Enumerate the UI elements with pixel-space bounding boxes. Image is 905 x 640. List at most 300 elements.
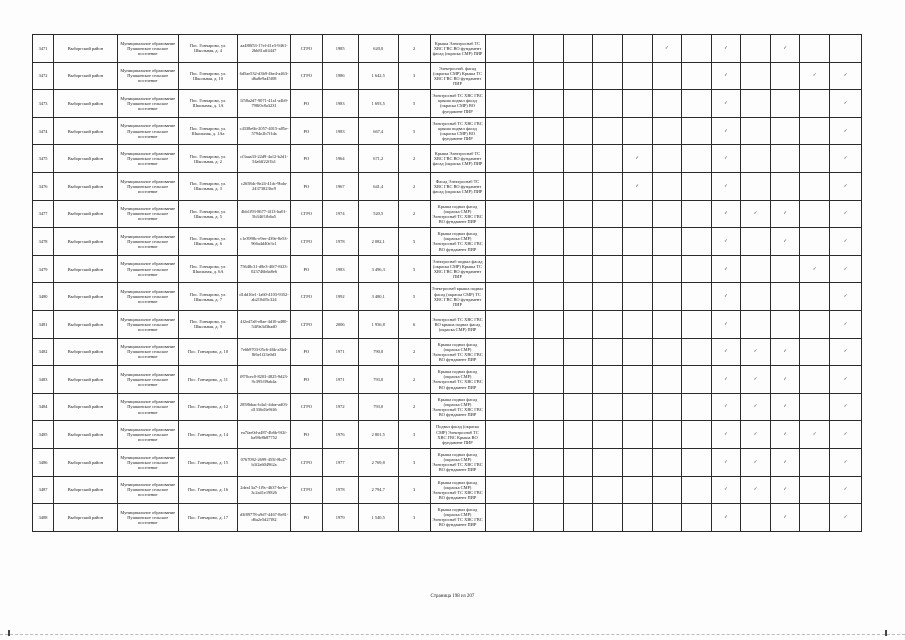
checkmark-cell	[741, 338, 771, 366]
area-cell: 520,5	[358, 200, 398, 228]
checkmark-cell	[830, 200, 862, 228]
account-type-cell: РО	[290, 145, 322, 173]
floors-cell: 2	[398, 145, 430, 173]
works-cell: Электроснаб подвал фасад (окраска СМР) Крыша ТС ХВС ГВС ВО фундамент ПИР	[430, 255, 485, 283]
checkmark-cell	[622, 393, 652, 421]
floors-cell: 3	[398, 62, 430, 90]
checkmark-cell	[563, 393, 593, 421]
checkmark-icon: ✓	[843, 266, 848, 272]
checkmark-icon: ✓	[843, 211, 848, 217]
checkmark-cell	[682, 310, 712, 338]
checkmark-icon: ✓	[843, 487, 848, 493]
checkmark-cell	[563, 145, 593, 173]
checkmark-cell	[622, 200, 652, 228]
account-type-cell: РО	[290, 366, 322, 394]
municipality-cell: Муниципальное образование Пушкинское сельское поселение	[117, 228, 178, 256]
checkmark-cell	[800, 504, 830, 532]
fias-code-cell: 6d5ae532-d3b9-4be4-a463-d6a8e9a45f08	[238, 62, 291, 90]
checkmark-cell	[770, 393, 800, 421]
checkmark-cell	[682, 145, 712, 173]
checkmark-cell	[593, 283, 623, 311]
address-cell: Пос. Гончарово, ул. Школьная, д. 2	[178, 145, 237, 173]
checkmark-cell	[534, 90, 564, 118]
blank-cell	[485, 476, 534, 504]
year-cell: 2006	[322, 310, 358, 338]
checkmark-cell	[711, 145, 741, 173]
checkmark-cell	[652, 62, 682, 90]
checkmark-cell	[534, 145, 564, 173]
area-cell: 641,4	[358, 172, 398, 200]
housing-register-table	[32, 34, 862, 532]
checkmark-cell	[563, 338, 593, 366]
checkmark-icon: ✓	[812, 432, 817, 438]
checkmark-cell	[622, 90, 652, 118]
district-cell: Выборгский район	[54, 338, 117, 366]
address-cell: Пос. Гончарово, д. 16	[178, 476, 237, 504]
checkmark-icon: ✓	[783, 238, 788, 244]
fias-code-cell: ea7fae0d-a487-4b6b-9f2f-ba98e8b87752	[238, 421, 291, 449]
blank-cell	[485, 172, 534, 200]
year-cell: 1964	[322, 145, 358, 173]
checkmark-cell	[830, 172, 862, 200]
checkmark-cell	[711, 228, 741, 256]
checkmark-icon: ✓	[783, 376, 788, 382]
checkmark-cell	[830, 338, 862, 366]
checkmark-cell	[800, 90, 830, 118]
municipality-cell: Муниципальное образование Пушкинское сельское поселение	[117, 90, 178, 118]
checkmark-icon: ✓	[753, 432, 758, 438]
table-row	[33, 90, 862, 118]
account-type-cell: СГРО	[290, 393, 322, 421]
table-row	[33, 283, 862, 311]
blank-cell	[485, 448, 534, 476]
checkmark-cell	[593, 228, 623, 256]
row-number: 3488	[33, 504, 54, 532]
checkmark-icon: ✓	[843, 432, 848, 438]
blank-cell	[485, 338, 534, 366]
checkmark-cell	[622, 145, 652, 173]
checkmark-cell	[622, 476, 652, 504]
year-cell: 1967	[322, 172, 358, 200]
account-type-cell: РО	[290, 90, 322, 118]
row-number: 3485	[33, 421, 54, 449]
address-cell: Пос. Гончарово, ул. Школьная, д. 6	[178, 228, 237, 256]
page-number: Страница 198 из 207	[430, 594, 475, 599]
checkmark-cell	[800, 476, 830, 504]
checkmark-icon: ✓	[724, 321, 728, 327]
checkmark-cell	[830, 366, 862, 394]
account-type-cell: СГРО	[290, 283, 322, 311]
checkmark-cell	[800, 310, 830, 338]
checkmark-icon: ✓	[843, 183, 848, 189]
checkmark-cell	[711, 62, 741, 90]
year-cell: 1992	[322, 283, 358, 311]
checkmark-icon: ✓	[843, 404, 848, 410]
checkmark-icon: ✓	[724, 404, 728, 410]
table-row	[33, 172, 862, 200]
checkmark-cell	[622, 172, 652, 200]
checkmark-icon: ✓	[664, 45, 669, 51]
checkmark-icon: ✓	[724, 266, 728, 272]
district-cell: Выборгский район	[54, 90, 117, 118]
district-cell: Выборгский район	[54, 504, 117, 532]
checkmark-cell	[534, 310, 564, 338]
checkmark-cell	[682, 90, 712, 118]
account-type-cell: РО	[290, 255, 322, 283]
checkmark-icon: ✓	[843, 514, 848, 520]
area-cell: 620,0	[358, 35, 398, 63]
checkmark-cell	[682, 200, 712, 228]
checkmark-cell	[741, 62, 771, 90]
address-cell: Пос. Гончарово, ул. Школьная, д. 7	[178, 283, 237, 311]
works-cell: Фасад Электроснаб ТС ХВС ГВС ВО фундамент фасад (окраска СМР) ПИР	[430, 172, 485, 200]
municipality-cell: Муниципальное образование Пушкинское сельское поселение	[117, 421, 178, 449]
scan-tick	[8, 630, 10, 636]
municipality-cell: Муниципальное образование Пушкинское сельское поселение	[117, 62, 178, 90]
fias-code-cell: c4338e6b-2057-4015-a85e-5794e2b7f1da	[238, 117, 291, 145]
table-body	[33, 35, 862, 532]
checkmark-cell	[652, 366, 682, 394]
floors-cell: 6	[398, 310, 430, 338]
floors-cell: 5	[398, 255, 430, 283]
checkmark-icon: ✓	[724, 376, 728, 382]
table-row	[33, 366, 862, 394]
checkmark-cell	[800, 228, 830, 256]
fias-code-cell: 0767092-2699-455f-8b47-b3f2a604962a	[238, 448, 291, 476]
checkmark-cell	[563, 476, 593, 504]
table-row	[33, 421, 862, 449]
checkmark-cell	[534, 200, 564, 228]
checkmark-cell	[563, 90, 593, 118]
row-number: 3471	[33, 35, 54, 63]
municipality-cell: Муниципальное образование Пушкинское сельское поселение	[117, 255, 178, 283]
checkmark-icon: ✓	[783, 514, 788, 520]
checkmark-cell	[830, 476, 862, 504]
year-cell: 1985	[322, 35, 358, 63]
checkmark-cell	[652, 476, 682, 504]
area-cell: 1 540,5	[358, 504, 398, 532]
checkmark-cell	[652, 283, 682, 311]
table-row	[33, 228, 862, 256]
year-cell: 1983	[322, 117, 358, 145]
area-cell: 3 480,1	[358, 283, 398, 311]
account-type-cell: СГРО	[290, 35, 322, 63]
account-type-cell: СГРО	[290, 228, 322, 256]
checkmark-cell	[711, 393, 741, 421]
district-cell: Выборгский район	[54, 366, 117, 394]
checkmark-cell	[652, 448, 682, 476]
row-number: 3478	[33, 228, 54, 256]
works-cell: Электроснаб ТС ХВС ГВС ВО крыша подвал фасад (окраска СМР) ПИР	[430, 310, 485, 338]
checkmark-cell	[622, 62, 652, 90]
checkmark-cell	[830, 448, 862, 476]
checkmark-cell	[800, 172, 830, 200]
checkmark-cell	[800, 117, 830, 145]
address-cell: Пос. Гончарово, ул. Школьная, д. 5	[178, 200, 237, 228]
checkmark-cell	[830, 421, 862, 449]
checkmark-cell	[622, 504, 652, 532]
checkmark-icon: ✓	[635, 183, 640, 189]
area-cell: 2 794,7	[358, 476, 398, 504]
checkmark-cell	[563, 283, 593, 311]
checkmark-cell	[652, 145, 682, 173]
address-cell: Пос. Гончарово, д. 14	[178, 421, 237, 449]
fias-code-cell: 2858bbac-b4a1-4dae-ad03-d1336d3e9f46	[238, 393, 291, 421]
floors-cell: 5	[398, 117, 430, 145]
checkmark-cell	[593, 421, 623, 449]
district-cell: Выборгский район	[54, 421, 117, 449]
year-cell: 1971	[322, 338, 358, 366]
checkmark-cell	[770, 448, 800, 476]
checkmark-cell	[534, 62, 564, 90]
district-cell: Выборгский район	[54, 393, 117, 421]
year-cell: 1978	[322, 228, 358, 256]
checkmark-icon: ✓	[783, 432, 788, 438]
area-cell: 667,4	[358, 117, 398, 145]
district-cell: Выборгский район	[54, 310, 117, 338]
checkmark-cell	[593, 255, 623, 283]
fias-code-cell: 4f2ed7a8-e8ae-4d10-a480-54f9a3d3bad0	[238, 310, 291, 338]
works-cell: Крыша подвал фасад (окраска СМР) Электроснаб ТС ХВС ГВС ВО фундамент ПИР	[430, 448, 485, 476]
checkmark-cell	[534, 421, 564, 449]
row-number: 3486	[33, 448, 54, 476]
checkmark-cell	[593, 448, 623, 476]
checkmark-icon: ✓	[753, 404, 758, 410]
blank-cell	[485, 35, 534, 63]
checkmark-icon: ✓	[724, 432, 728, 438]
scan-tick	[885, 630, 887, 636]
year-cell: 1974	[322, 200, 358, 228]
floors-cell: 3	[398, 448, 430, 476]
row-number: 3472	[33, 62, 54, 90]
checkmark-cell	[563, 421, 593, 449]
checkmark-cell	[682, 504, 712, 532]
table-row	[33, 255, 862, 283]
checkmark-cell	[593, 200, 623, 228]
checkmark-cell	[770, 35, 800, 63]
checkmark-cell	[593, 393, 623, 421]
checkmark-cell	[534, 283, 564, 311]
checkmark-cell	[563, 448, 593, 476]
checkmark-cell	[741, 255, 771, 283]
checkmark-cell	[770, 255, 800, 283]
checkmark-cell	[652, 200, 682, 228]
checkmark-icon: ✓	[724, 211, 728, 217]
table-row	[33, 310, 862, 338]
fias-code-cell: 2dea13a7-1f9c-4637-be3e-3c2a41e19826	[238, 476, 291, 504]
address-cell: Пос. Гончарово, д. 15	[178, 448, 237, 476]
area-cell: 1 693,5	[358, 90, 398, 118]
works-cell: Крыша подвал фасад (окраска СМР) Электроснаб ТС ХВС ГВС ВО фундамент ПИР	[430, 366, 485, 394]
address-cell: Пос. Гончарово, д. 17	[178, 504, 237, 532]
checkmark-icon: ✓	[812, 266, 817, 272]
checkmark-icon: ✓	[753, 487, 758, 493]
blank-cell	[485, 393, 534, 421]
checkmark-cell	[741, 366, 771, 394]
checkmark-cell	[741, 117, 771, 145]
checkmark-cell	[830, 283, 862, 311]
blank-cell	[485, 200, 534, 228]
address-cell: Пос. Гончарово, ул. Школьная, д. 9	[178, 310, 237, 338]
fias-code-cell: d1dd16e1-1a60-4103-9352-ab210df5c324	[238, 283, 291, 311]
district-cell: Выборгский район	[54, 35, 117, 63]
fias-code-cell: c1e3998c-e9ee-439e-8e53-966a4d40e3c1	[238, 228, 291, 256]
checkmark-cell	[711, 172, 741, 200]
municipality-cell: Муниципальное образование Пушкинское сельское поселение	[117, 283, 178, 311]
checkmark-cell	[682, 35, 712, 63]
floors-cell: 2	[398, 172, 430, 200]
checkmark-cell	[622, 338, 652, 366]
municipality-cell: Муниципальное образование Пушкинское сельское поселение	[117, 393, 178, 421]
checkmark-cell	[711, 338, 741, 366]
checkmark-icon: ✓	[783, 211, 788, 217]
checkmark-icon: ✓	[812, 73, 817, 79]
address-cell: Пос. Гончарово, д. 11	[178, 366, 237, 394]
checkmark-icon: ✓	[724, 487, 728, 493]
checkmark-cell	[652, 117, 682, 145]
checkmark-cell	[741, 200, 771, 228]
checkmark-icon: ✓	[724, 128, 728, 134]
checkmark-cell	[593, 90, 623, 118]
checkmark-cell	[682, 448, 712, 476]
checkmark-cell	[534, 448, 564, 476]
checkmark-cell	[741, 228, 771, 256]
works-cell: Электроснаб крыша подвал фасад (окраска СМР) ТС ХВС ГВС ВО фундамент ПИР	[430, 283, 485, 311]
checkmark-cell	[593, 338, 623, 366]
works-cell: Крыша подвал фасад (окраска СМР) Электроснаб ТС ХВС ГВС ВО фундамент ПИР	[430, 338, 485, 366]
checkmark-icon: ✓	[635, 156, 640, 162]
checkmark-cell	[770, 200, 800, 228]
checkmark-cell	[593, 62, 623, 90]
address-cell: Пос. Гончарово, ул. Школьная, д. 6А	[178, 255, 237, 283]
checkmark-cell	[563, 62, 593, 90]
fias-code-cell: c2658dc-8e24-41dc-9bda-24373823bc9	[238, 172, 291, 200]
municipality-cell: Муниципальное образование Пушкинское сельское поселение	[117, 117, 178, 145]
account-type-cell: СГРО	[290, 310, 322, 338]
checkmark-cell	[682, 393, 712, 421]
year-cell: 1976	[322, 421, 358, 449]
table-row	[33, 476, 862, 504]
checkmark-cell	[593, 172, 623, 200]
account-type-cell: СГРО	[290, 476, 322, 504]
checkmark-cell	[830, 90, 862, 118]
checkmark-icon: ✓	[724, 514, 728, 520]
checkmark-cell	[711, 117, 741, 145]
district-cell: Выборгский район	[54, 200, 117, 228]
checkmark-cell	[652, 228, 682, 256]
row-number: 3473	[33, 90, 54, 118]
checkmark-cell	[563, 310, 593, 338]
checkmark-cell	[711, 504, 741, 532]
blank-cell	[485, 255, 534, 283]
works-cell: Крыша Электроснаб ТС ХВС ГВС ВО фундамент фасад (окраска СМР) ПИР	[430, 35, 485, 63]
blank-cell	[485, 117, 534, 145]
row-number: 3483	[33, 366, 54, 394]
floors-cell: 2	[398, 338, 430, 366]
account-type-cell: РО	[290, 117, 322, 145]
checkmark-cell	[593, 476, 623, 504]
checkmark-cell	[770, 310, 800, 338]
checkmark-cell	[563, 228, 593, 256]
blank-cell	[485, 504, 534, 532]
checkmark-cell	[770, 421, 800, 449]
account-type-cell: РО	[290, 172, 322, 200]
checkmark-icon: ✓	[843, 73, 848, 79]
works-cell: Крыша подвал фасад (окраска СМР) Электроснаб ТС ХВС ГВС ВО фундамент ПИР	[430, 504, 485, 532]
year-cell: 1983	[322, 90, 358, 118]
municipality-cell: Муниципальное образование Пушкинское сельское поселение	[117, 476, 178, 504]
row-number: 3487	[33, 476, 54, 504]
table-row	[33, 393, 862, 421]
checkmark-icon: ✓	[724, 183, 728, 189]
fias-code-cell: 7e6b9703-05c6-46b-a3b4-8f6e1f23e0d3	[238, 338, 291, 366]
checkmark-cell	[741, 283, 771, 311]
works-cell: Электроснаб. фасад (окраска СМР) Крыша ТС ХВС ГВС ВО фундамент ПИР	[430, 62, 485, 90]
checkmark-icon: ✓	[724, 349, 728, 355]
checkmark-cell	[711, 366, 741, 394]
checkmark-cell	[563, 117, 593, 145]
fias-code-cell: 1f58a2d7-9071-41a1-a4b9-798f0c8a3231	[238, 90, 291, 118]
checkmark-icon: ✓	[843, 294, 848, 300]
checkmark-icon: ✓	[724, 459, 728, 465]
checkmark-cell	[682, 62, 712, 90]
area-cell: 3 496,3	[358, 255, 398, 283]
floors-cell: 5	[398, 90, 430, 118]
checkmark-cell	[830, 228, 862, 256]
scan-edge	[0, 634, 905, 635]
blank-cell	[485, 90, 534, 118]
checkmark-cell	[800, 200, 830, 228]
municipality-cell: Муниципальное образование Пушкинское сельское поселение	[117, 338, 178, 366]
checkmark-cell	[652, 504, 682, 532]
checkmark-cell	[800, 366, 830, 394]
checkmark-icon: ✓	[843, 321, 848, 327]
table-row	[33, 145, 862, 173]
checkmark-cell	[652, 172, 682, 200]
checkmark-cell	[741, 448, 771, 476]
checkmark-cell	[711, 476, 741, 504]
checkmark-cell	[800, 35, 830, 63]
checkmark-cell	[682, 228, 712, 256]
year-cell: 1972	[322, 393, 358, 421]
floors-cell: 3	[398, 476, 430, 504]
address-cell: Пос. Гончарово, д. 10	[178, 338, 237, 366]
checkmark-cell	[800, 62, 830, 90]
checkmark-icon: ✓	[783, 404, 788, 410]
checkmark-cell	[741, 393, 771, 421]
municipality-cell: Муниципальное образование Пушкинское сельское поселение	[117, 145, 178, 173]
checkmark-cell	[741, 145, 771, 173]
checkmark-cell	[800, 283, 830, 311]
checkmark-cell	[534, 172, 564, 200]
row-number: 3482	[33, 338, 54, 366]
checkmark-cell	[711, 90, 741, 118]
year-cell: 1977	[322, 448, 358, 476]
account-type-cell: СГРО	[290, 448, 322, 476]
checkmark-icon: ✓	[724, 238, 728, 244]
blank-cell	[485, 62, 534, 90]
table-row	[33, 338, 862, 366]
checkmark-cell	[682, 117, 712, 145]
row-number: 3476	[33, 172, 54, 200]
floors-cell: 5	[398, 283, 430, 311]
checkmark-icon: ✓	[783, 459, 788, 465]
checkmark-cell	[534, 366, 564, 394]
checkmark-cell	[830, 504, 862, 532]
floors-cell: 2	[398, 200, 430, 228]
checkmark-cell	[800, 448, 830, 476]
checkmark-cell	[800, 338, 830, 366]
